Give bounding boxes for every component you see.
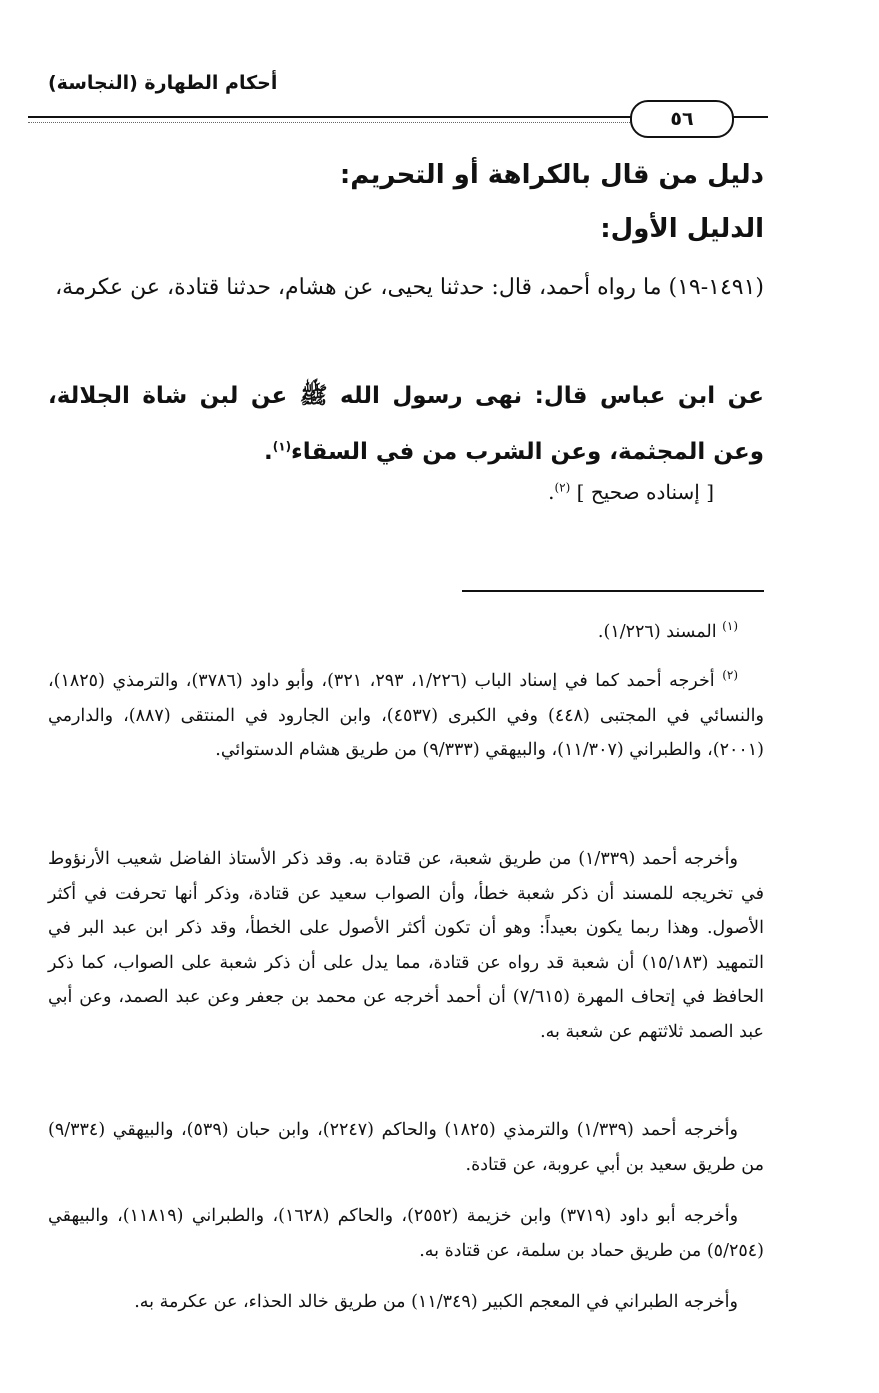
- running-header-title: أحكام الطهارة (النجاسة): [48, 72, 278, 94]
- footnote-paragraph-text: وأخرجه أبو داود (٣٧١٩) وابن خزيمة (٢٥٥٢)، والحاكم (١٦٢٨)، والطبراني (١١٨١٩)، والبيهقي (٥/٢٥٤) من طريق حماد بن سلمة، عن قتادة به.: [48, 1206, 764, 1261]
- narration-chain: (١٤٩١-١٩) ما رواه أحمد، قال: حدثنا يحيى، عن هشام، حدثنا قتادة، عن عكرمة،: [55, 275, 764, 300]
- footnote-paragraph: [48, 842, 764, 1049]
- footnote-marker: (١): [272, 439, 292, 454]
- hadith-text: [48, 368, 764, 480]
- grade-text: [ إسناده صحيح ]: [576, 480, 714, 504]
- header-rule-dotted: [28, 122, 648, 123]
- footnote-paragraph: [48, 1199, 764, 1268]
- hadith-body: عن ابن عباس قال: نهى رسول الله ﷺ عن لبن شاة الجلالة، وعن المجثمة، وعن الشرب من في السقاء: [48, 383, 764, 465]
- footnote-text: أخرجه أحمد كما في إسناد الباب (١/٢٢٦، ٢٩٣، ٣٢١)، وأبو داود (٣٧٨٦)، والترمذي (١٨٢٥)، والنسائي في المجتبى (٤٤٨) وفي الكبرى (٤٥٣٧)، وابن الجارود في المنتقى (٨٨٧)، والدارمي (٢٠٠١)، والطبراني (١١/٣٠٧)، والبيهقي (٩/٣٣٣) من طريق هشام الدستوائي.: [48, 671, 764, 760]
- book-page: [48, 0, 764, 1393]
- grade-end: .: [548, 480, 555, 504]
- header-rule: [28, 116, 648, 118]
- header-rule-right: [732, 116, 768, 118]
- footnote-number: (١): [722, 619, 738, 634]
- footnote-text: المسند (١/٢٢٦).: [597, 622, 717, 642]
- hadith-grade: [548, 480, 714, 504]
- hadith-end: .: [264, 439, 273, 465]
- footnote-paragraph: [48, 1285, 764, 1320]
- footnote-paragraph: [48, 1113, 764, 1182]
- footnote-paragraph-text: وأخرجه أحمد (١/٣٣٩) من طريق شعبة، عن قتادة به. وقد ذكر الأستاذ الفاضل شعيب الأرنؤوط في تخريجه للمسند أن ذكر شعبة خطأ، وأن الصواب سعيد عن قتادة، وذكر أنها تحرفت في أكثر الأصول. وهذا ربما يكون بعيداً: وهو أن تكون أكثر الأصول على الخطأ، وقد ذكر ابن عبد البر في التمهيد (١٥/١٨٣) أن شعبة قد رواه عن قتادة، مما يدل على أن ذكر شعبة على الصواب، كما ذكر الحافظ في إتحاف المهرة (٧/٦١٥) أن أحمد أخرجه عن محمد بن جعفر وعن عبد الصمد، وعن أبي عبد الصمد ثلاثتهم عن شعبة به.: [48, 849, 765, 1042]
- page-number-badge: [630, 100, 734, 138]
- footnote-marker: (٢): [554, 480, 571, 495]
- footnote-1: [48, 615, 738, 650]
- section-heading: دليل من قال بالكراهة أو التحريم:: [339, 160, 764, 190]
- footnote-number: (٢): [722, 668, 739, 683]
- footnote-2: [48, 664, 764, 768]
- footnote-paragraph-text: وأخرجه الطبراني في المعجم الكبير (١١/٣٤٩) من طريق خالد الحذاء، عن عكرمة به.: [134, 1292, 738, 1312]
- footnote-separator: [462, 590, 764, 592]
- page-number: ٥٦: [670, 108, 694, 130]
- subsection-heading: الدليل الأول:: [600, 214, 764, 244]
- footnote-paragraph-text: وأخرجه أحمد (١/٣٣٩) والترمذي (١٨٢٥) والحاكم (٢٢٤٧)، وابن حبان (٥٣٩)، والبيهقي (٩/٣٣٤) من طريق سعيد بن أبي عروبة، عن قتادة.: [48, 1120, 764, 1175]
